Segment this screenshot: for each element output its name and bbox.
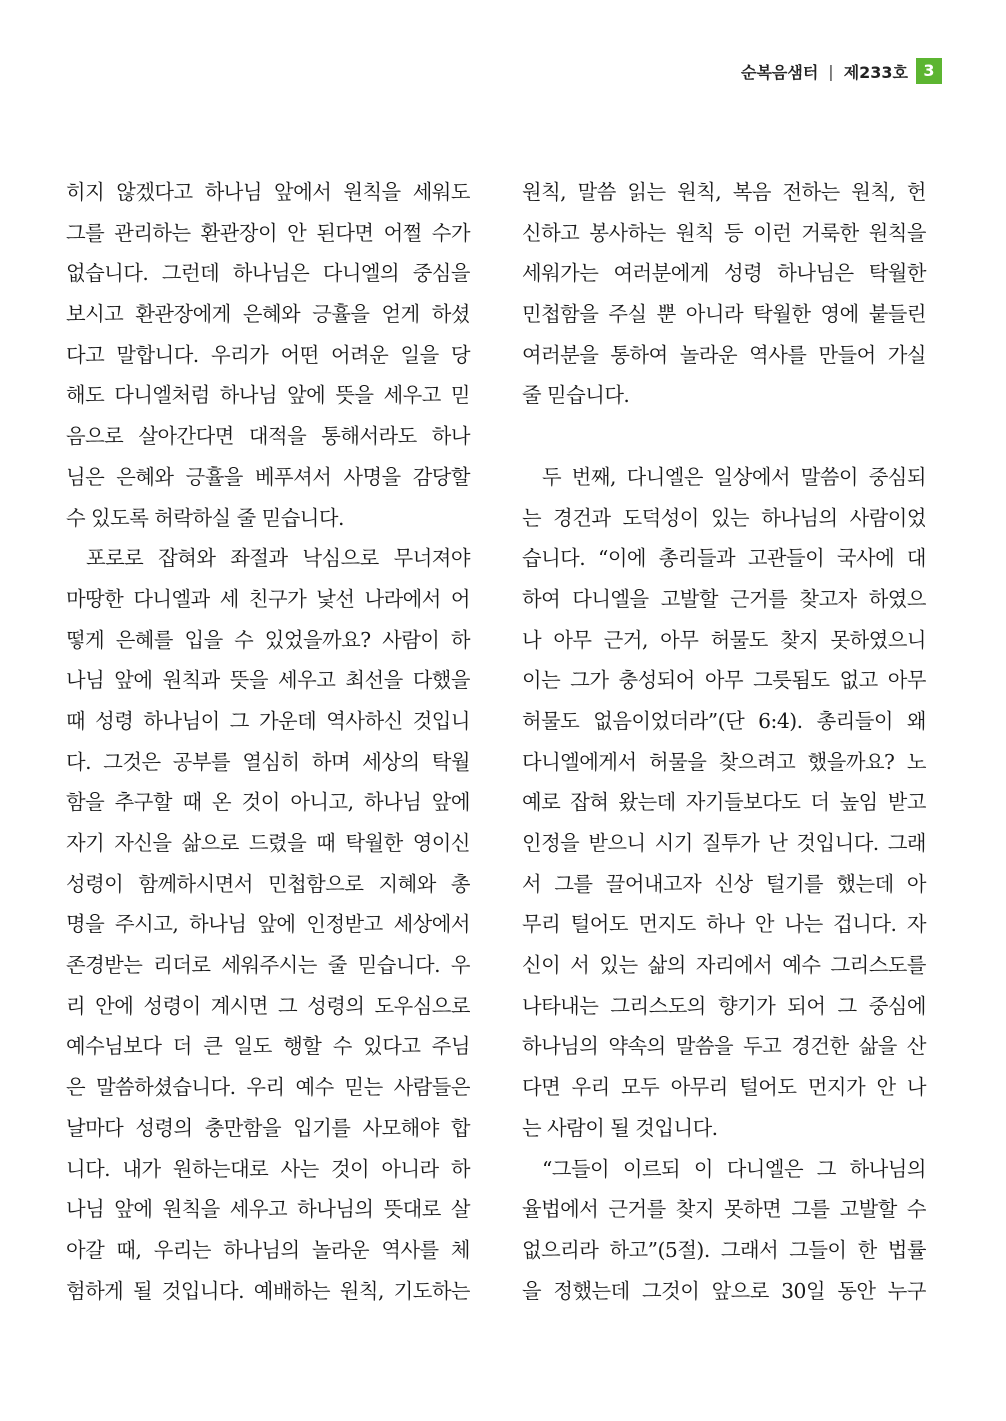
- text-line: 무리 털어도 먼지도 하나 안 나는 겁니다. 자: [522, 912, 926, 937]
- text-line: 는 사람이 될 것입니다.: [522, 1115, 718, 1140]
- text-line: 때 성령 하나님이 그 가운데 역사하신 것입니: [66, 708, 470, 733]
- text-line: 는 경건과 도덕성이 있는 하나님의 사람이었: [522, 505, 926, 530]
- text-line: 서 그를 끌어내고자 신상 털기를 했는데 아: [522, 871, 926, 896]
- text-line: 줄 믿습니다.: [522, 383, 630, 408]
- text-line: 리 안에 성령이 계시면 그 성령의 도우심으로: [66, 993, 470, 1018]
- text-line: 포로로 잡혀와 좌절과 낙심으로 무너져야: [86, 546, 470, 571]
- right-column: [522, 172, 926, 1311]
- text-line: 다니엘에게서 허물을 찾으려고 했을까요? 노: [522, 749, 926, 774]
- text-line: 다고 말합니다. 우리가 어떤 어려운 일을 당: [66, 342, 470, 367]
- text-line: 습니다. “이에 총리들과 고관들이 국사에 대: [522, 546, 926, 571]
- text-line: 존경받는 리더로 세워주시는 줄 믿습니다. 우: [66, 953, 470, 978]
- text-line: 나님 앞에 원칙과 뜻을 세우고 최선을 다했을: [66, 668, 470, 693]
- text-line: 을 정했는데 그것이 앞으로 30일 동안 누구: [522, 1278, 926, 1303]
- publication-name: 순복음샘터: [741, 62, 819, 82]
- paragraph: [66, 538, 470, 1311]
- text-line: 다면 우리 모두 아무리 털어도 먼지가 안 나: [522, 1075, 926, 1100]
- text-line: 나님 앞에 원칙을 세우고 하나님의 뜻대로 살: [66, 1197, 470, 1222]
- text-line: 없으리라 하고”(5절). 그래서 그들이 한 법률: [522, 1237, 926, 1262]
- text-line: 성령이 함께하시면서 민첩함으로 지혜와 총: [66, 871, 470, 896]
- text-line: 명을 주시고, 하나님 앞에 인정받고 세상에서: [66, 912, 470, 937]
- paragraph: [522, 172, 926, 416]
- text-line: 해도 다니엘처럼 하나님 앞에 뜻을 세우고 믿: [66, 383, 470, 408]
- page-number-badge: 3: [916, 58, 942, 84]
- text-line: 마땅한 다니엘과 세 친구가 낯선 나라에서 어: [66, 586, 470, 611]
- paragraph: [522, 457, 926, 1149]
- text-line: 여러분을 통하여 놀라운 역사를 만들어 가실: [522, 342, 926, 367]
- text-line: 인정을 받으니 시기 질투가 난 것입니다. 그래: [522, 831, 926, 855]
- text-line: 니다. 내가 원하는대로 사는 것이 아니라 하: [66, 1156, 470, 1181]
- text-line: 함을 추구할 때 온 것이 아니고, 하나님 앞에: [66, 790, 470, 815]
- text-line: 은 말씀하셨습니다. 우리 예수 믿는 사람들은: [66, 1075, 470, 1100]
- text-line: 님은 은혜와 긍휼을 베푸셔서 사명을 감당할: [66, 464, 470, 489]
- text-line: 자기 자신을 삶으로 드렸을 때 탁월한 영이신: [66, 831, 470, 855]
- text-line: 나타내는 그리스도의 향기가 되어 그 중심에: [522, 993, 926, 1018]
- text-line: 율법에서 근거를 찾지 못하면 그를 고발할 수: [522, 1197, 926, 1222]
- page-header: [741, 58, 942, 84]
- text-line: 떻게 은혜를 입을 수 있었을까요? 사람이 하: [66, 627, 470, 652]
- left-column: [66, 172, 470, 1311]
- text-line: 수 있도록 허락하실 줄 믿습니다.: [66, 505, 344, 530]
- paragraph: [66, 172, 470, 538]
- text-line: 원칙, 말씀 읽는 원칙, 복음 전하는 원칙, 헌: [522, 180, 926, 204]
- text-line: 히지 않겠다고 하나님 앞에서 원칙을 세워도: [66, 180, 470, 204]
- text-line: 그를 관리하는 환관장이 안 된다면 어쩔 수가: [66, 220, 470, 245]
- text-line: “그들이 이르되 이 다니엘은 그 하나님의: [542, 1156, 926, 1181]
- text-line: 나 아무 근거, 아무 허물도 찾지 못하였으니: [522, 627, 926, 652]
- text-line: 험하게 될 것입니다. 예배하는 원칙, 기도하는: [66, 1278, 470, 1303]
- text-line: 세워가는 여러분에게 성령 하나님은 탁월한: [522, 261, 926, 286]
- text-line: 보시고 환관장에게 은혜와 긍휼을 얻게 하셨: [66, 302, 470, 327]
- text-line: 예수님보다 더 큰 일도 행할 수 있다고 주님: [66, 1034, 470, 1059]
- text-line: 이는 그가 충성되어 아무 그릇됨도 없고 아무: [522, 668, 926, 693]
- text-line: 없습니다. 그런데 하나님은 다니엘의 중심을: [66, 261, 470, 286]
- text-line: 두 번째, 다니엘은 일상에서 말씀이 중심되: [542, 464, 926, 489]
- paragraph: [522, 1149, 926, 1312]
- text-line: 날마다 성령의 충만함을 입기를 사모해야 합: [66, 1115, 470, 1140]
- text-line: 신하고 봉사하는 원칙 등 이런 거룩한 원칙을: [522, 220, 926, 245]
- header-separator: |: [828, 61, 834, 81]
- text-line: 하여 다니엘을 고발할 근거를 찾고자 하였으: [522, 586, 926, 611]
- paragraph-gap: [522, 416, 926, 457]
- text-line: 아갈 때, 우리는 하나님의 놀라운 역사를 체: [66, 1237, 470, 1262]
- text-line: 다. 그것은 공부를 열심히 하며 세상의 탁월: [66, 749, 470, 774]
- text-line: 신이 서 있는 삶의 자리에서 예수 그리스도를: [522, 953, 926, 978]
- issue-number: 제233호: [843, 62, 908, 82]
- text-line: 음으로 살아간다면 대적을 통해서라도 하나: [66, 424, 470, 449]
- text-line: 예로 잡혀 왔는데 자기들보다도 더 높임 받고: [522, 790, 926, 815]
- text-line: 민첩함을 주실 뿐 아니라 탁월한 영에 붙들린: [522, 302, 926, 327]
- text-line: 허물도 없음이었더라”(단 6:4). 총리들이 왜: [522, 708, 926, 733]
- text-line: 하나님의 약속의 말씀을 두고 경건한 삶을 산: [522, 1034, 926, 1059]
